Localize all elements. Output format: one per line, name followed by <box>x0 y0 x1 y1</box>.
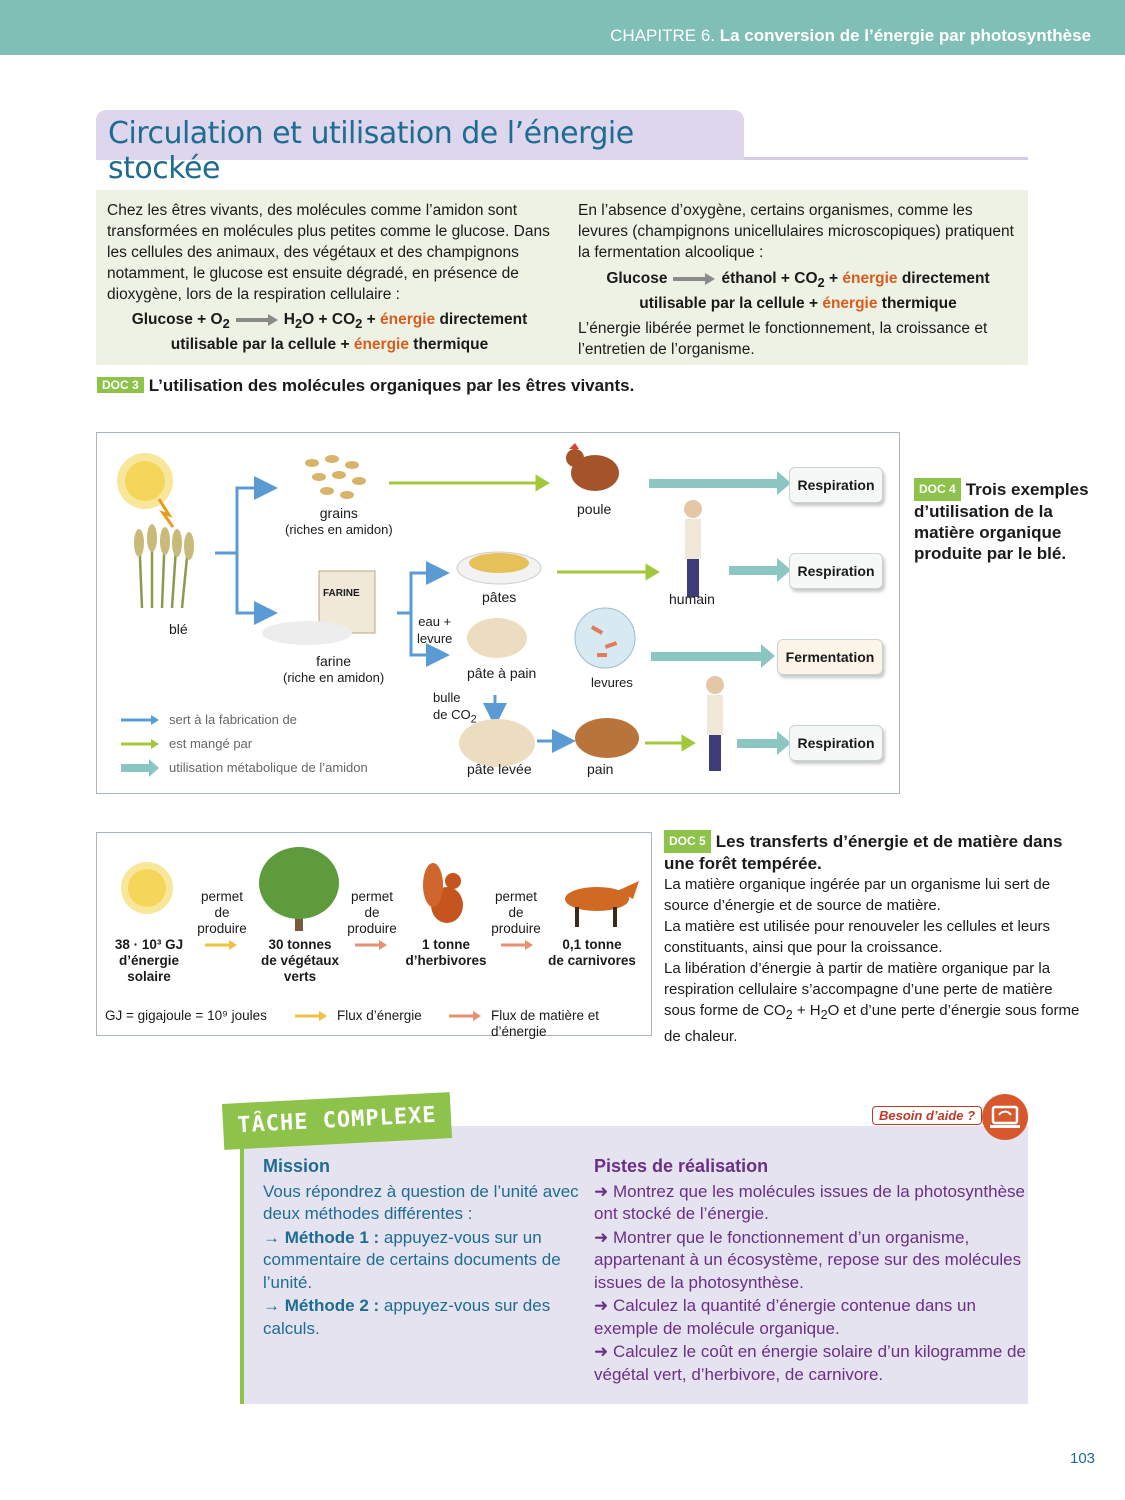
respiration-equation: $Glucose + O_2$ $H_2O + CO_2$ + énergie directement utilisable par la cellule + énergie thermique <box>131 311 528 354</box>
doc5-caption <box>664 830 1084 1047</box>
doc4-caption: DOC 4 Trois exemples d’utilisation de la matière organique produite par le blé. <box>914 480 1089 563</box>
label-eau-levure: eau + levure <box>417 614 453 646</box>
pistes-title: Pistes de réalisation <box>594 1156 769 1176</box>
bread-icon <box>575 718 639 758</box>
label-pate-levee: pâte levée <box>467 761 532 777</box>
chapter-heading: CHAPITRE 6. La conversion de l’énergie par photosynthèse <box>610 26 1091 45</box>
human-icon <box>684 500 702 597</box>
label-humain: humain <box>669 591 715 607</box>
sun-icon <box>117 453 173 527</box>
legend-eaten-arrow <box>121 739 159 749</box>
piste-item: ➜ Calculez le coût en énergie solaire d’un kilogramme de végétal vert, d’herbivore, de carnivore. <box>594 1342 1026 1384</box>
matter-flux-arrow-1 <box>355 940 387 950</box>
piste-item: ➜ Calculez la quantité d’énergie contenue dans un exemple de molécule organique. <box>594 1296 976 1338</box>
fermentation-box: Fermentation <box>777 639 883 675</box>
permet-label-1: permet de produire <box>197 889 247 936</box>
legend-fabrication: sert à la fabrication de <box>169 712 297 727</box>
reaction-arrow-icon <box>236 315 278 325</box>
legend-metabolic-arrow <box>121 759 159 777</box>
doc3-label: DOC 3 <box>97 377 144 393</box>
doc5-text-1: La matière organique ingérée par un organisme lui sert de source d’énergie et de source de matière. <box>664 876 1051 914</box>
matter-flux-arrow-2 <box>501 940 533 950</box>
flour-bag-icon <box>262 571 375 645</box>
label-grains: grains (riches en amidon) <box>285 505 393 537</box>
intro-col-fermentation <box>578 200 1018 360</box>
energy-flux-arrow <box>205 940 237 950</box>
legend-metabolic: utilisation métabolique de l’amidon <box>169 760 368 775</box>
mission-text: Vous répondrez à question de l’unité avec deux méthodes différentes : <box>263 1181 579 1223</box>
legend-energy-arrow <box>295 1011 327 1021</box>
vegetation-value: 30 tonnes de végétaux verts <box>260 937 340 984</box>
piste-item: ➜ Montrer que le fonctionnement d’un organisme, appartenant à un écosystème, repose sur des molécules issues de la photosynthèse. <box>594 1227 1022 1292</box>
intro-box <box>96 190 1028 365</box>
doc5-text-3: La libération d’énergie à partir de matière organique par la respiration cellulaire s’accompagne d’une perte de matière sous forme de $CO_2 + H_2O$ et d’une perte d’énergie sous forme de chaleur. <box>664 960 1080 1045</box>
grains-icon <box>305 455 366 499</box>
label-poule: poule <box>577 501 612 517</box>
carnivore-value: 0,1 tonne de carnivores <box>548 937 636 968</box>
respiration-box-poule: Respiration <box>789 467 883 503</box>
permet-label-2: permet de produire <box>347 889 397 936</box>
label-levures: levures <box>591 675 633 690</box>
doc5-text-2: La matière est utilisée pour renouveler les cellules et leurs constituants, ainsi que pour la croissance. <box>664 918 1051 956</box>
label-pates: pâtes <box>482 589 517 605</box>
pistes-block <box>594 1155 1034 1387</box>
intro-col-respiration <box>107 200 552 355</box>
flour-bag-label: FARINE <box>323 588 360 599</box>
section-title-box <box>96 110 744 186</box>
doc3-heading: DOC 3 L’utilisation des molécules organiques par les êtres vivants. <box>97 376 634 396</box>
label-bulle-co2: bulle de $CO_2$ <box>433 690 477 726</box>
page-number: 103 <box>1070 1450 1096 1467</box>
respiration-box-humain: Respiration <box>789 553 883 589</box>
legend-matter-arrow <box>449 1011 481 1021</box>
chapter-header <box>0 0 1125 55</box>
human-icon-2 <box>706 676 724 771</box>
intro-energy-use-text: L’énergie libérée permet le fonctionnement, la croissance et l’entretien de l’organisme. <box>578 320 988 359</box>
methode-2: → Méthode 2 : appuyez-vous sur des calculs. <box>263 1296 551 1338</box>
doc3-figure <box>96 432 900 794</box>
section-title: Circulation et utilisation de l’énergie stockée <box>108 116 634 186</box>
respiration-box-pain: Respiration <box>789 725 883 761</box>
intro-respiration-text: Chez les êtres vivants, des molécules comme l’amidon sont transformées en molécules plus petites comme le glucose. Dans les cellules des animaux, des végétaux et des champignons notamment, le glucose est ensuite dégradé, en présence de dioxygène, lors de la respiration cellulaire : <box>107 202 550 303</box>
mission-block <box>263 1155 583 1341</box>
fox-icon <box>565 881 639 927</box>
reaction-arrow-icon <box>673 274 715 284</box>
label-farine: farine (riche en amidon) <box>283 653 385 685</box>
yeast-zoom-icon <box>575 608 635 668</box>
fermentation-equation: Glucose éthanol + $CO_2$ + énergie directement utilisable par la cellule + énergie thermique <box>606 270 990 313</box>
help-screen-icon[interactable] <box>982 1094 1028 1140</box>
legend-matter-flux: Flux de matière et d’énergie <box>491 1008 600 1039</box>
solar-energy-value: 38 · 10³ GJ d’énergie solaire <box>114 937 184 984</box>
label-pate-pain: pâte à pain <box>467 665 537 681</box>
intro-fermentation-text: En l’absence d’oxygène, certains organismes, comme les levures (champignons unicellulaires microscopiques) pratiquent la fermentation alcoolique : <box>578 202 1014 261</box>
permet-label-3: permet de produire <box>491 889 541 936</box>
doc4-label: DOC 4 <box>914 478 961 501</box>
herbivore-value: 1 tonne d’herbivores <box>405 937 487 968</box>
dough-icon <box>467 618 527 658</box>
methode-1: → Méthode 1 : appuyez-vous sur un commentaire de certains documents de l’unité. <box>263 1227 561 1292</box>
doc5-title: DOC 5 Les transferts d’énergie et de matière dans une forêt tempérée. <box>664 832 1063 873</box>
tree-icon <box>259 847 339 931</box>
label-ble: blé <box>169 621 188 637</box>
piste-item: ➜ Montrez que les molécules issues de la photosynthèse ont stocké de l’énergie. <box>594 1181 1025 1223</box>
label-pain: pain <box>587 761 614 777</box>
squirrel-icon <box>423 863 463 923</box>
legend-energy-flux: Flux d’énergie <box>337 1008 422 1023</box>
help-link[interactable]: Besoin d’aide ? <box>872 1106 982 1125</box>
section-title-bar <box>96 110 1028 186</box>
complex-task-badge: TÂCHE COMPLEXE <box>222 1092 452 1150</box>
legend-fabrication-arrow <box>121 715 159 725</box>
doc5-label: DOC 5 <box>664 830 711 853</box>
gj-note: GJ = gigajoule = 10⁹ joules <box>105 1008 267 1023</box>
legend-eaten: est mangé par <box>169 736 253 751</box>
doc5-figure <box>96 832 652 1039</box>
wheat-icon <box>134 524 194 608</box>
chicken-icon <box>566 443 619 491</box>
sun-icon-2 <box>121 862 173 914</box>
mission-title: Mission <box>263 1156 331 1176</box>
pasta-plate-icon <box>457 552 541 584</box>
